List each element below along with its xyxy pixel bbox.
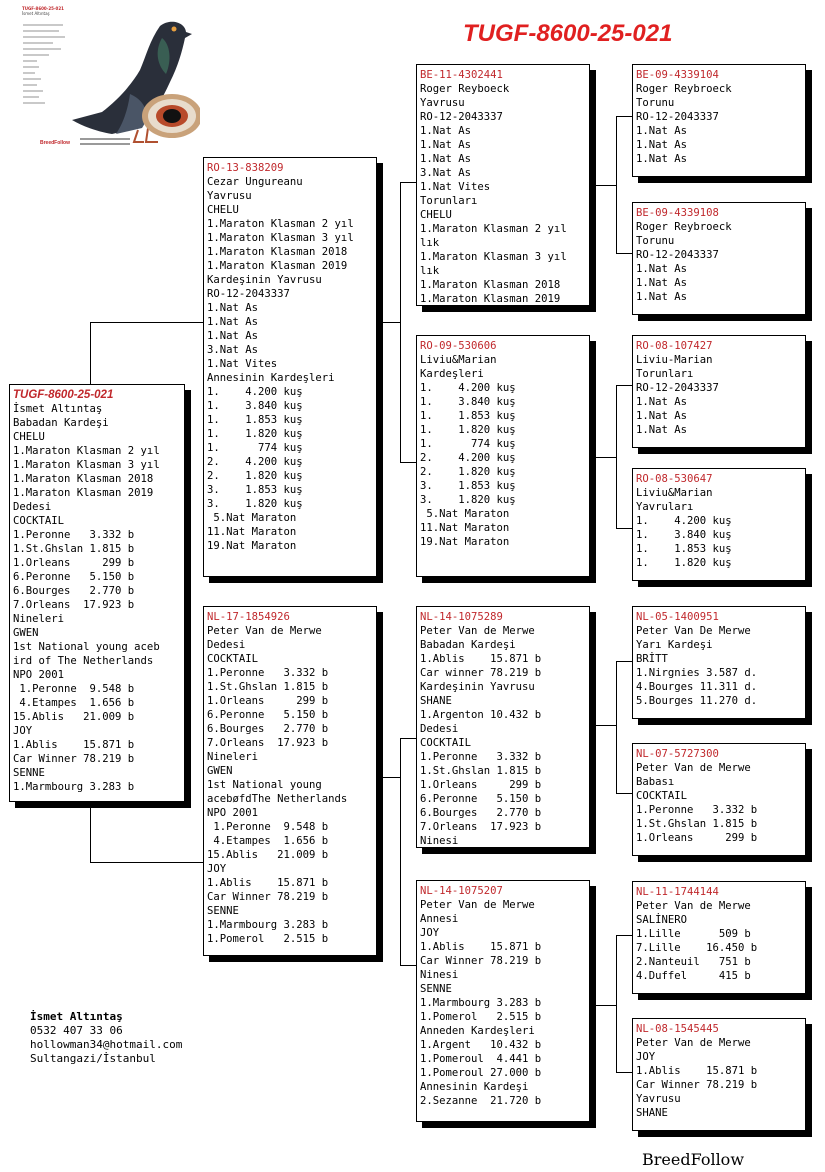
photo-mini-owner: İsmet Altıntaş [22,11,50,16]
connector [383,322,400,323]
pedigree-line: 6.Bourges 2.770 b [207,723,329,735]
pedigree-line: Babadan Kardeşi [420,639,516,651]
pedigree-line: 1.Marmbourg 3.283 b [207,919,329,931]
owner-name: İsmet Altıntaş [30,1010,123,1023]
connector [596,1005,616,1006]
sire-sire-card [416,64,590,306]
pedigree-line: İsmet Altıntaş [13,403,103,415]
pedigree-line: 1.Ablis 15.871 b [420,941,542,953]
pedigree-line: 1.Maraton Klasman 2 yıl [13,445,160,457]
pedigree-line: Car Winner 78.219 b [420,955,542,967]
ring-number: NL-17-1854926 [207,611,290,623]
pedigree-line: 1.Nat As [636,263,688,275]
ring-number: BE-11-4302441 [420,69,503,81]
connector [616,935,632,936]
pedigree-line: 1.Nat As [636,277,688,289]
pedigree-line: 1.Argent 10.432 b [420,1039,542,1051]
ring-number: NL-14-1075289 [420,611,503,623]
pedigree-line: 6.Bourges 2.770 b [13,585,135,597]
owner-location: Sultangazi/İstanbul [30,1052,156,1065]
pedigree-line: 11.Nat Maraton [420,522,510,534]
ring-number: NL-08-1545445 [636,1023,719,1035]
pedigree-line: 1. 4.200 kuş [420,382,516,394]
pedigree-line: 1.Nat As [207,316,259,328]
pedigree-line: 1.Marmbourg 3.283 b [13,781,135,793]
pedigree-line: 1.Nat As [420,153,472,165]
pedigree-line: 1.Ablis 15.871 b [420,653,542,665]
pedigree-line: 1. 1.853 kuş [420,410,516,422]
pedigree-line: 1.Maraton Klasman 2019 [13,487,154,499]
pedigree-line: Cezar Ungureanu [207,176,303,188]
pedigree-line: 1.Pomerol 2.515 b [420,1011,542,1023]
pedigree-line: Liviu&Marian [420,354,497,366]
pedigree-line: 3. 1.853 kuş [420,480,516,492]
pedigree-line: 1.Peronne 9.548 b [13,683,135,695]
pedigree-line: RO-12-2043337 [207,288,290,300]
ring-number: BE-09-4339108 [636,207,719,219]
pedigree-line: 1.Peronne 3.332 b [207,667,329,679]
pedigree-line: 4.Duffel 415 b [636,970,751,982]
pedigree-line: Car winner 78.219 b [420,667,542,679]
connector [90,808,91,862]
pedigree-line: 1. 774 kuş [420,438,516,450]
pedigree-line: 1. 3.840 kuş [420,396,516,408]
ring-number: TUGF-8600-25-021 [13,389,114,401]
pedigree-line: 4.Etampes 1.656 b [207,835,329,847]
pedigree-line: 2. 1.820 kuş [420,466,516,478]
pedigree-line: lık [420,237,440,249]
pedigree-line: 1.Lille 509 b [636,928,751,940]
sire-sire-dam-card [632,202,806,315]
pedigree-line: 1.Maraton Klasman 2 yıl [420,223,567,235]
pedigree-line: NPO 2001 [13,669,65,681]
sire-dam-dam-card [632,468,806,581]
pedigree-line: JOY [13,725,33,737]
connector [90,322,204,323]
pedigree-line: 1.St.Ghslan 1.815 b [207,681,329,693]
pedigree-line: RO-12-2043337 [636,111,719,123]
pedigree-line: 3. 1.853 kuş [207,484,303,496]
pedigree-line: 1.Ablis 15.871 b [207,877,329,889]
pedigree-line: 1.Maraton Klasman 2018 [420,279,561,291]
pedigree-line: Yavrusu [420,97,465,109]
pedigree-line: 1. 1.853 kuş [636,543,732,555]
pedigree-line: Peter Van de Merwe [420,899,535,911]
pedigree-line: 2. 1.820 kuş [207,470,303,482]
pedigree-line: Annesinin Kardeşi [420,1081,529,1093]
pedigree-line: 1.Peronne 3.332 b [13,529,135,541]
pedigree-line: Nineleri [207,751,259,763]
pedigree-line: NPO 2001 [207,807,259,819]
pedigree-line: Car Winner 78.219 b [13,753,135,765]
pedigree-line: JOY [420,927,440,939]
connector [400,182,417,183]
pedigree-line: 1.Orleans 299 b [207,695,329,707]
pedigree-line: 6.Peronne 5.150 b [420,793,542,805]
pedigree-line: COCKTAIL [13,515,65,527]
connector [400,738,401,965]
pedigree-line: 1.Orleans 299 b [420,779,542,791]
pedigree-line: 1. 3.840 kuş [207,400,303,412]
pedigree-line: Torunu [636,97,675,109]
pedigree-line: Babası [636,776,675,788]
connector [90,862,204,863]
pedigree-line: Torunları [636,368,694,380]
pedigree-line: Peter Van de Merwe [636,1037,751,1049]
pedigree-line: Peter Van de Merwe [636,900,751,912]
connector [616,1072,632,1073]
pedigree-line: 1.Orleans 299 b [13,557,135,569]
pedigree-line: 1.Ablis 15.871 b [13,739,135,751]
pedigree-line: 6.Peronne 5.150 b [13,571,135,583]
connector [616,661,632,662]
pedigree-line: 5.Nat Maraton [207,512,297,524]
pedigree-line: Yavruları [636,501,694,513]
photo-logo: BreedFollow [40,140,71,146]
dam-sire-dam-card [632,743,806,856]
connector [596,457,616,458]
dam-sire-card [416,606,590,848]
pedigree-line: Car Winner 78.219 b [207,891,329,903]
connector [616,661,617,793]
pedigree-line: 1. 1.853 kuş [207,414,303,426]
pedigree-line: 1.Nat As [636,125,688,137]
pedigree-line: Car Winner 78.219 b [636,1079,758,1091]
pedigree-line: 1.Nirgnies 3.587 d. [636,667,758,679]
pedigree-line: SENNE [207,905,239,917]
pedigree-line: 1.Nat As [636,396,688,408]
sire-dam-sire-card [632,335,806,448]
pedigree-line: 19.Nat Maraton [420,536,510,548]
pedigree-line: 6.Bourges 2.770 b [420,807,542,819]
pedigree-line: 1. 4.200 kuş [207,386,303,398]
pedigree-line: CHELU [207,204,239,216]
pedigree-line: RO-12-2043337 [636,249,719,261]
pedigree-line: 3. 1.820 kuş [420,494,516,506]
connector [616,116,632,117]
pedigree-line: Anneden Kardeşleri [420,1025,535,1037]
pedigree-line: SHANE [636,1107,668,1119]
pedigree-line: RO-12-2043337 [420,111,503,123]
pedigree-line: 7.Orleans 17.923 b [420,821,542,833]
pedigree-line: 1.Orleans 299 b [636,832,758,844]
pedigree-line: 7.Lille 16.450 b [636,942,758,954]
pedigree-line: JOY [636,1051,656,1063]
photo-mini-ring: TUGF-8600-25-021 [22,6,64,11]
pedigree-line: Ninesi [420,969,459,981]
owner-phone: 0532 407 33 06 [30,1024,123,1037]
sire-dam-card [416,335,590,577]
pedigree-line: 1st National young [207,779,322,791]
connector [616,385,617,528]
pedigree-line: Kardeşinin Yavrusu [420,681,535,693]
pedigree-line: 1.St.Ghslan 1.815 b [636,818,758,830]
pedigree-line: 2. 4.200 kuş [420,452,516,464]
pedigree-line: Yavrusu [636,1093,681,1105]
pedigree-line: 1.Nat As [420,125,472,137]
connector [616,935,617,1072]
pedigree-line: Roger Reybroeck [636,221,732,233]
pedigree-line: 4.Bourges 11.311 d. [636,681,758,693]
pedigree-line: 1.Pomeroul 27.000 b [420,1067,542,1079]
dam-sire-sire-card [632,606,806,719]
pedigree-line: acebøfdThe Netherlands [207,793,348,805]
pedigree-line: SALİNERO [636,914,688,926]
pedigree-line: Peter Van de Merwe [207,625,322,637]
pedigree-line: 5.Bourges 11.270 d. [636,695,758,707]
pedigree-line: 1.Nat As [636,410,688,422]
dam-dam-sire-card [632,881,806,994]
pigeon-photo [20,4,200,154]
ring-number: RO-08-530647 [636,473,713,485]
pedigree-line: 1.Nat As [636,424,688,436]
pedigree-line: 1.Nat Vites [207,358,278,370]
ring-number: NL-11-1744144 [636,886,719,898]
pedigree-line: 1.Nat As [420,139,472,151]
pedigree-line: 1.Peronne 3.332 b [420,751,542,763]
ring-number: BE-09-4339104 [636,69,719,81]
pedigree-line: BRİTT [636,653,668,665]
pedigree-line: Yarı Kardeşi [636,639,713,651]
pedigree-line: 1st National young aceb [13,641,160,653]
pedigree-line: GWEN [13,627,39,639]
pedigree-line: 15.Ablis 21.009 b [207,849,329,861]
pedigree-line: 1.Nat As [636,291,688,303]
connector [90,322,91,386]
pedigree-line: Roger Reybroeck [636,83,732,95]
pedigree-line: Dedesi [13,501,52,513]
pedigree-line: 1. 3.840 kuş [636,529,732,541]
sire-sire-sire-card [632,64,806,177]
ring-number: NL-07-5727300 [636,748,719,760]
pedigree-line: 1.Nat As [207,330,259,342]
pedigree-line: COCKTAIL [636,790,688,802]
pedigree-line: Torunu [636,235,675,247]
connector [400,462,417,463]
pedigree-line: 2. 4.200 kuş [207,456,303,468]
pedigree-line: 1.Maraton Klasman 3 yıl [13,459,160,471]
pedigree-line: 2.Nanteuil 751 b [636,956,751,968]
pedigree-line: Peter Van de Merwe [636,762,751,774]
pedigree-title: TUGF-8600-25-021 [463,20,673,47]
pedigree-line: 1. 774 kuş [207,442,303,454]
pedigree-line: 1.Maraton Klasman 2019 [420,293,561,305]
pedigree-line: 1.St.Ghslan 1.815 b [420,765,542,777]
pedigree-line: SHANE [420,695,452,707]
pedigree-line: 1. 1.820 kuş [636,557,732,569]
pedigree-line: 3.Nat As [420,167,472,179]
ring-number: NL-14-1075207 [420,885,503,897]
connector [616,116,617,253]
dam-card [203,606,377,956]
pedigree-line: 1.Argenton 10.432 b [420,709,542,721]
pedigree-line: 1.Nat As [636,139,688,151]
pedigree-line: 2.Sezanne 21.720 b [420,1095,542,1107]
pedigree-line: 1.Pomeroul 4.441 b [420,1053,542,1065]
footer-logo: BreedFollow [642,1150,745,1169]
pedigree-line: 6.Peronne 5.150 b [207,709,329,721]
pedigree-line: COCKTAIL [207,653,259,665]
pedigree-line: CHELU [420,209,452,221]
pedigree-line: 3.Nat As [207,344,259,356]
pedigree-line: Nineleri [13,613,65,625]
pedigree-line: 1.Marmbourg 3.283 b [420,997,542,1009]
ring-number: RO-13-838209 [207,162,284,174]
connector [400,182,401,462]
pedigree-line: Liviu-Marian [636,354,713,366]
pedigree-line: Yavrusu [207,190,252,202]
pedigree-line: 7.Orleans 17.923 b [13,599,135,611]
pedigree-line: GWEN [207,765,233,777]
pedigree-line: Ninesi [420,835,459,847]
sire-card [203,157,377,577]
pedigree-line: 1.Maraton Klasman 2019 [207,260,348,272]
pedigree-line: 4.Etampes 1.656 b [13,697,135,709]
connector [616,528,632,529]
connector [616,253,632,254]
pedigree-line: 3. 1.820 kuş [207,498,303,510]
pedigree-line: 1.Maraton Klasman 2 yıl [207,218,354,230]
pedigree-line: 1. 1.820 kuş [207,428,303,440]
connector [400,965,417,966]
pedigree-line: 15.Ablis 21.009 b [13,711,135,723]
pedigree-line: Torunları [420,195,478,207]
pedigree-line: 1.Peronne 9.548 b [207,821,329,833]
pedigree-line: Liviu&Marian [636,487,713,499]
pedigree-line: SENNE [420,983,452,995]
connector [616,793,632,794]
pedigree-line: ird of The Netherlands [13,655,154,667]
pedigree-line: lık [420,265,440,277]
connector [383,777,400,778]
pedigree-line: Peter Van de Merwe [420,625,535,637]
pedigree-line: 19.Nat Maraton [207,540,297,552]
pedigree-line: 11.Nat Maraton [207,526,297,538]
pedigree-line: 1.Maraton Klasman 2018 [13,473,154,485]
pedigree-line: Annesinin Kardeşleri [207,372,335,384]
pigeon-illustration [20,4,200,154]
pedigree-line: 1.Peronne 3.332 b [636,804,758,816]
pedigree-line: 5.Nat Maraton [420,508,510,520]
pedigree-line: 1.Nat As [636,153,688,165]
connector [400,738,417,739]
pedigree-line: JOY [207,863,227,875]
ring-number: NL-05-1400951 [636,611,719,623]
contact-block [30,1010,182,1066]
pedigree-line: 1.Pomerol 2.515 b [207,933,329,945]
pedigree-line: Annesi [420,913,459,925]
pedigree-line: 7.Orleans 17.923 b [207,737,329,749]
pedigree-line: Kardeşinin Yavrusu [207,274,322,286]
pedigree-line: Dedesi [420,723,459,735]
pedigree-line: Babadan Kardeşi [13,417,109,429]
connector [596,185,616,186]
pedigree-line: 1.Nat As [207,302,259,314]
dam-dam-card [416,880,590,1122]
pedigree-line: SENNE [13,767,45,779]
pedigree-line: Peter Van De Merwe [636,625,751,637]
pedigree-line: RO-12-2043337 [636,382,719,394]
pedigree-line: 1. 4.200 kuş [636,515,732,527]
pedigree-line: Kardeşleri [420,368,484,380]
ring-number: RO-09-530606 [420,340,497,352]
connector [596,725,616,726]
pedigree-line: 1.Maraton Klasman 3 yıl [207,232,354,244]
pedigree-line: Dedesi [207,639,246,651]
pedigree-line: 1.Maraton Klasman 3 yıl [420,251,567,263]
pedigree-line: COCKTAIL [420,737,472,749]
pedigree-line: 1.Ablis 15.871 b [636,1065,758,1077]
pedigree-line: 1.Nat Vites [420,181,491,193]
dam-dam-dam-card [632,1018,806,1131]
subject-card [9,384,185,802]
pedigree-line: 1.Maraton Klasman 2018 [207,246,348,258]
pedigree-line: CHELU [13,431,45,443]
pedigree-line: 1.St.Ghslan 1.815 b [13,543,135,555]
ring-number: RO-08-107427 [636,340,713,352]
owner-email: hollowman34@hotmail.com [30,1038,183,1051]
pedigree-line: Roger Reyboeck [420,83,510,95]
connector [616,385,632,386]
pedigree-line: 1. 1.820 kuş [420,424,516,436]
